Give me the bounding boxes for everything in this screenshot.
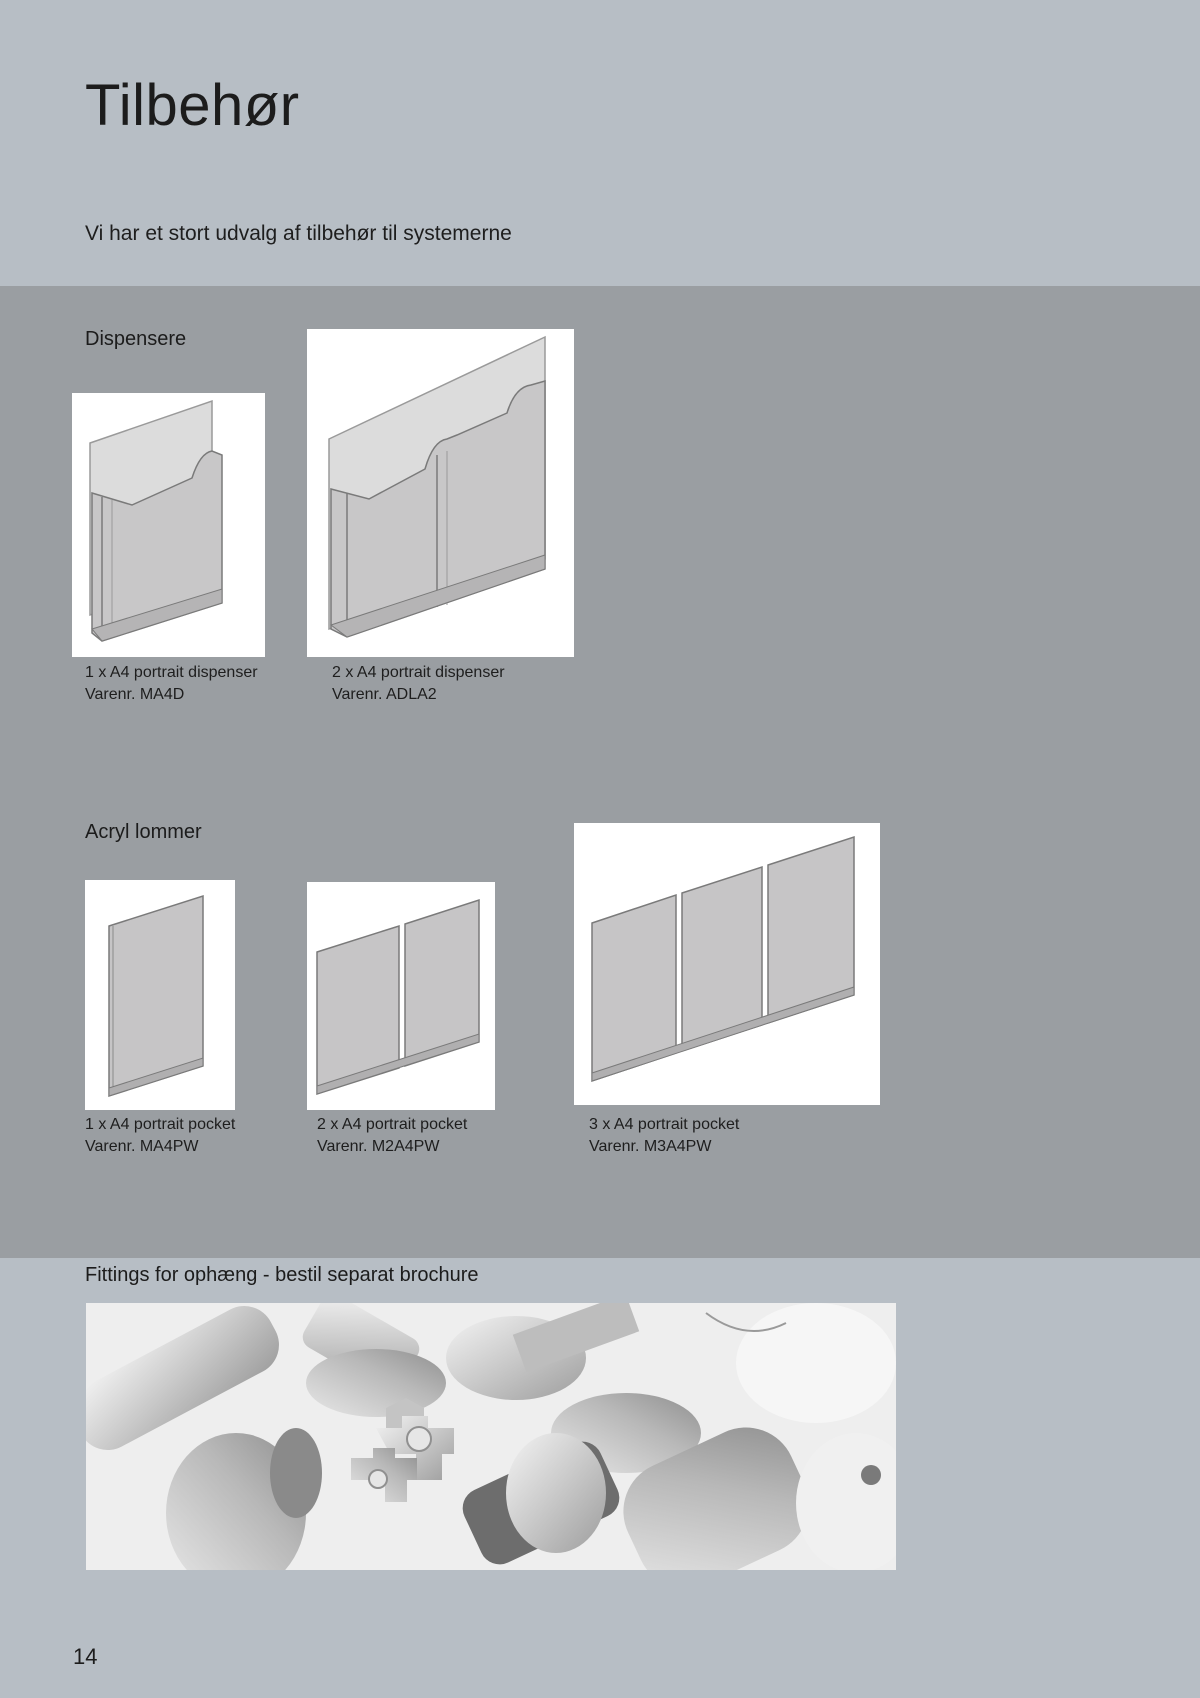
dispenser-1-caption — [85, 662, 258, 706]
fittings-heading: Fittings for ophæng - bestil separat brochure — [85, 1264, 479, 1286]
dispenser-2-name: 2 x A4 portrait dispenser — [332, 664, 505, 681]
pocket-2-name: 2 x A4 portrait pocket — [317, 1116, 468, 1133]
dispenser-1-sku: Varenr. MA4D — [85, 686, 185, 703]
page-subtitle: Vi har et stort udvalg af tilbehør til systemerne — [85, 222, 512, 245]
pocket-2-sku: Varenr. M2A4PW — [317, 1138, 440, 1155]
pockets-heading: Acryl lommer — [85, 821, 202, 843]
pocket-3-image — [574, 823, 880, 1105]
dispenser-1-image — [72, 393, 265, 657]
pocket-3-caption — [589, 1114, 739, 1158]
pocket-1-image — [85, 880, 235, 1110]
dispenser-2-image — [307, 329, 574, 657]
pocket-3-sku: Varenr. M3A4PW — [589, 1138, 712, 1155]
pocket-3-name: 3 x A4 portrait pocket — [589, 1116, 740, 1133]
page-title: Tilbehør — [85, 73, 300, 138]
pocket-2-caption — [317, 1114, 467, 1158]
pocket-1-name: 1 x A4 portrait pocket — [85, 1116, 236, 1133]
pocket-2-image — [307, 882, 495, 1110]
dispenser-2-sku: Varenr. ADLA2 — [332, 686, 437, 703]
dispensers-heading: Dispensere — [85, 328, 187, 350]
page-number: 14 — [73, 1644, 98, 1669]
pocket-1-caption — [85, 1114, 235, 1158]
dispenser-2-caption — [332, 662, 505, 706]
pocket-1-sku: Varenr. MA4PW — [85, 1138, 199, 1155]
fittings-photo — [86, 1303, 896, 1570]
dispenser-1-name: 1 x A4 portrait dispenser — [85, 664, 258, 681]
